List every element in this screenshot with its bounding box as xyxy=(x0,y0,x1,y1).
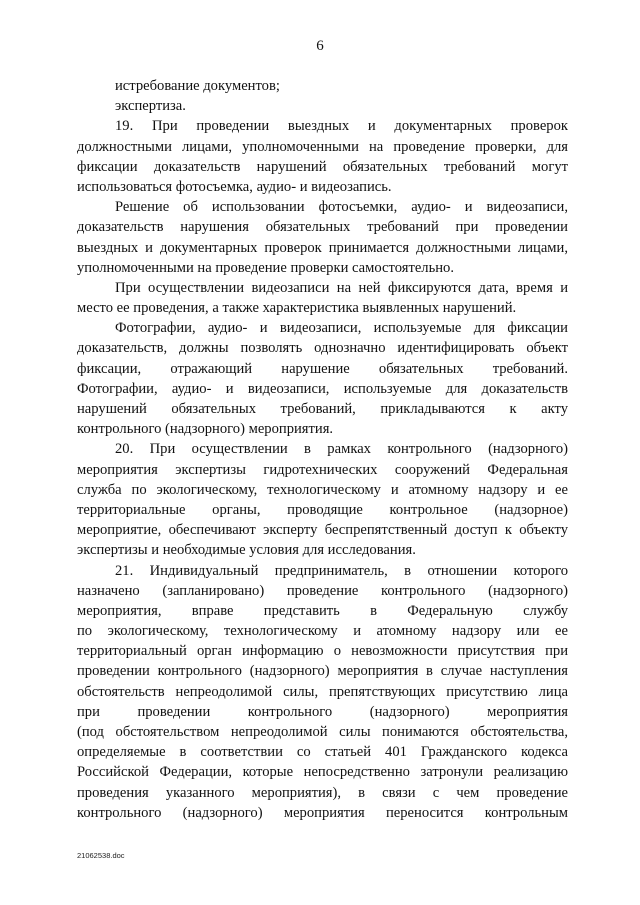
text-line: назначено (запланировано) проведение контрольного (надзорного) xyxy=(77,582,568,599)
text-line: определяемые в соответствии со статьей 401 Гражданского кодекса xyxy=(77,744,568,761)
document-file-code: 21062538.doc xyxy=(77,851,125,860)
text-line: Фотографии, аудио- и видеозаписи, используемые для фиксации xyxy=(115,320,568,337)
text-line: территориальные органы, проводящие контрольное (надзорное) xyxy=(77,501,568,518)
text-line: фиксации, отражающий нарушение обязательных требований. xyxy=(77,360,568,377)
text-line: по экологическому, технологическому и атомному надзору или ее xyxy=(77,623,568,640)
text-line: при проведении контрольного (надзорного) мероприятия xyxy=(77,703,568,720)
text-line: мероприятия экспертизы гидротехнических сооружений Федеральная xyxy=(77,461,568,478)
text-line: Российской Федерации, которые непосредственно затронули реализацию xyxy=(77,764,568,781)
text-line: место ее проведения, а также характеристика выявленных нарушений. xyxy=(77,300,517,317)
text-line: 20. При осуществлении в рамках контрольного (надзорного) xyxy=(115,441,568,458)
text-line: Решение об использовании фотосъемки, аудио- и видеозаписи, xyxy=(115,199,568,216)
text-line: экспертиза. xyxy=(115,98,186,115)
text-line: проведения указанного мероприятия), в связи с чем проведение xyxy=(77,784,568,801)
text-line: выездных и документарных проверок принимается должностными лицами, xyxy=(77,239,568,256)
text-line: доказательств, должны позволять однозначно идентифицировать объект xyxy=(77,340,568,357)
text-line: мероприятие, обеспечивают эксперту беспрепятственный доступ к объекту xyxy=(77,522,568,539)
text-line: служба по экологическому, технологическому и атомному надзору и ее xyxy=(77,481,568,498)
text-line: контрольного (надзорного) мероприятия. xyxy=(77,421,334,438)
text-line: контрольного (надзорного) мероприятия переносится контрольным xyxy=(77,804,568,821)
text-line: доказательств нарушения обязательных требований при проведении xyxy=(77,219,568,236)
text-line: 19. При проведении выездных и документарных проверок xyxy=(115,118,568,135)
text-line: использоваться фотосъемка, аудио- и видеозапись. xyxy=(77,178,392,195)
text-line: фиксации доказательств нарушений обязательных требований могут xyxy=(77,158,568,175)
text-line: обстоятельств непреодолимой силы, препятствующих присутствию лица xyxy=(77,683,568,700)
text-line: (под обстоятельством непреодолимой силы понимаются обстоятельства, xyxy=(77,724,568,740)
text-line: должностными лицами, уполномоченными на проведение проверки, для xyxy=(77,138,568,155)
text-line: нарушений обязательных требований, прикладываются к акту xyxy=(77,401,568,417)
text-line: уполномоченными на проведение проверки самостоятельно. xyxy=(77,259,454,276)
text-line: 21. Индивидуальный предприниматель, в отношении которого xyxy=(115,562,568,579)
page-number: 6 xyxy=(316,38,324,54)
text-line: При осуществлении видеозаписи на ней фиксируются дата, время и xyxy=(115,279,568,296)
text-line: территориальный орган информацию о невозможности присутствия при xyxy=(77,643,568,660)
text-line: мероприятия, вправе представить в Федеральную службу xyxy=(77,602,568,619)
text-line: истребование документов; xyxy=(115,78,280,94)
document-body xyxy=(77,76,568,823)
text-line: Фотографии, аудио- и видеозаписи, используемые для доказательств xyxy=(77,380,568,397)
text-line: экспертизы и необходимые условия для исследования. xyxy=(77,542,416,559)
text-line: проведении контрольного (надзорного) мероприятия в случае наступления xyxy=(77,663,568,680)
